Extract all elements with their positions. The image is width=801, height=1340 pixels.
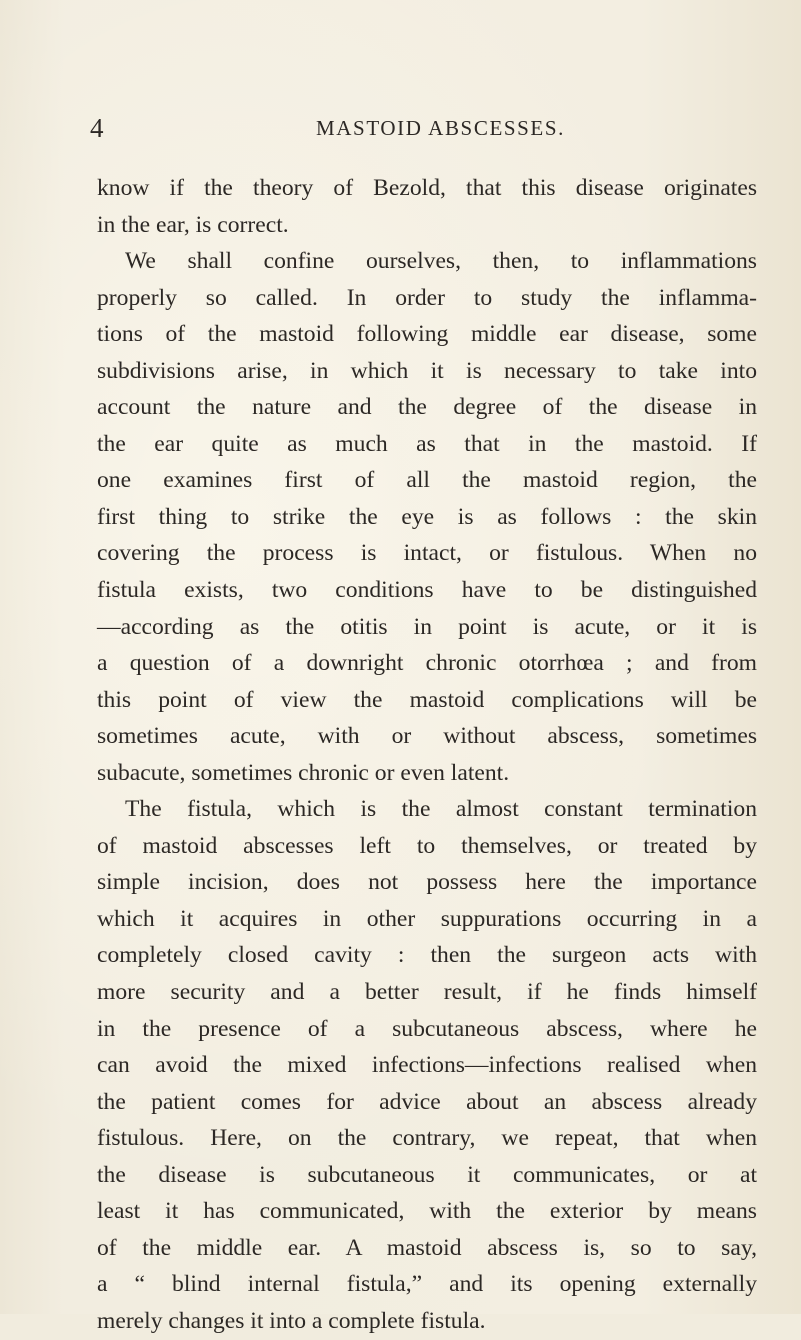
text-line: covering the process is intact, or fistulous. When no	[97, 540, 757, 567]
text-line: in the ear, is correct.	[97, 211, 289, 238]
text-line: fistula exists, two conditions have to be distinguished	[97, 577, 757, 604]
text-line: the ear quite as much as that in the mastoid. If	[97, 430, 757, 457]
text-line: of the middle ear. A mastoid abscess is, so to say,	[97, 1234, 757, 1261]
text-line: a question of a downright chronic otorrhœa ; and from	[97, 650, 757, 677]
text-line: first thing to strike the eye is as follows : the skin	[97, 503, 757, 530]
text-line: a “ blind internal fistula,” and its opening externally	[97, 1271, 757, 1298]
running-title: MASTOID ABSCESSES.	[316, 116, 565, 140]
text-line: —according as the otitis in point is acute, or it is	[97, 613, 757, 640]
text-line: We shall confine ourselves, then, to inflammations	[125, 248, 757, 275]
text-line: which it acquires in other suppurations occurring in a	[97, 905, 757, 932]
text-line: simple incision, does not possess here the importance	[97, 869, 757, 896]
text-line: know if the theory of Bezold, that this disease originates	[97, 175, 757, 201]
text-line: in the presence of a subcutaneous abscess, where he	[97, 1015, 757, 1042]
text-line: completely closed cavity : then the surgeon acts with	[97, 942, 757, 969]
text-line: merely changes it into a complete fistula.	[97, 1307, 486, 1334]
text-line: account the nature and the degree of the disease in	[97, 394, 757, 421]
text-line: of mastoid abscesses left to themselves, or treated by	[97, 832, 757, 859]
text-line: the disease is subcutaneous it communicates, or at	[97, 1161, 757, 1188]
text-line: tions of the mastoid following middle ear disease, some	[97, 321, 757, 348]
text-line: subacute, sometimes chronic or even latent.	[97, 759, 510, 786]
text-line: sometimes acute, with or without abscess, sometimes	[97, 723, 757, 750]
text-line: more security and a better result, if he finds himself	[97, 979, 757, 1006]
text-line: can avoid the mixed infections—infections realised when	[97, 1052, 757, 1079]
text-line: properly so called. In order to study the inflamma-	[97, 284, 757, 311]
text-line: fistulous. Here, on the contrary, we repeat, that when	[97, 1125, 757, 1152]
text-line: The fistula, which is the almost constant termination	[125, 796, 757, 823]
text-line: the patient comes for advice about an abscess already	[97, 1088, 757, 1115]
text-line: least it has communicated, with the exterior by means	[97, 1198, 757, 1225]
text-line: one examines first of all the mastoid region, the	[97, 467, 757, 494]
page-number: 4	[90, 113, 104, 143]
text-line: subdivisions arise, in which it is necessary to take into	[97, 357, 757, 384]
text-line: this point of view the mastoid complications will be	[97, 686, 757, 713]
body-text	[97, 170, 757, 1340]
running-head	[0, 112, 801, 144]
